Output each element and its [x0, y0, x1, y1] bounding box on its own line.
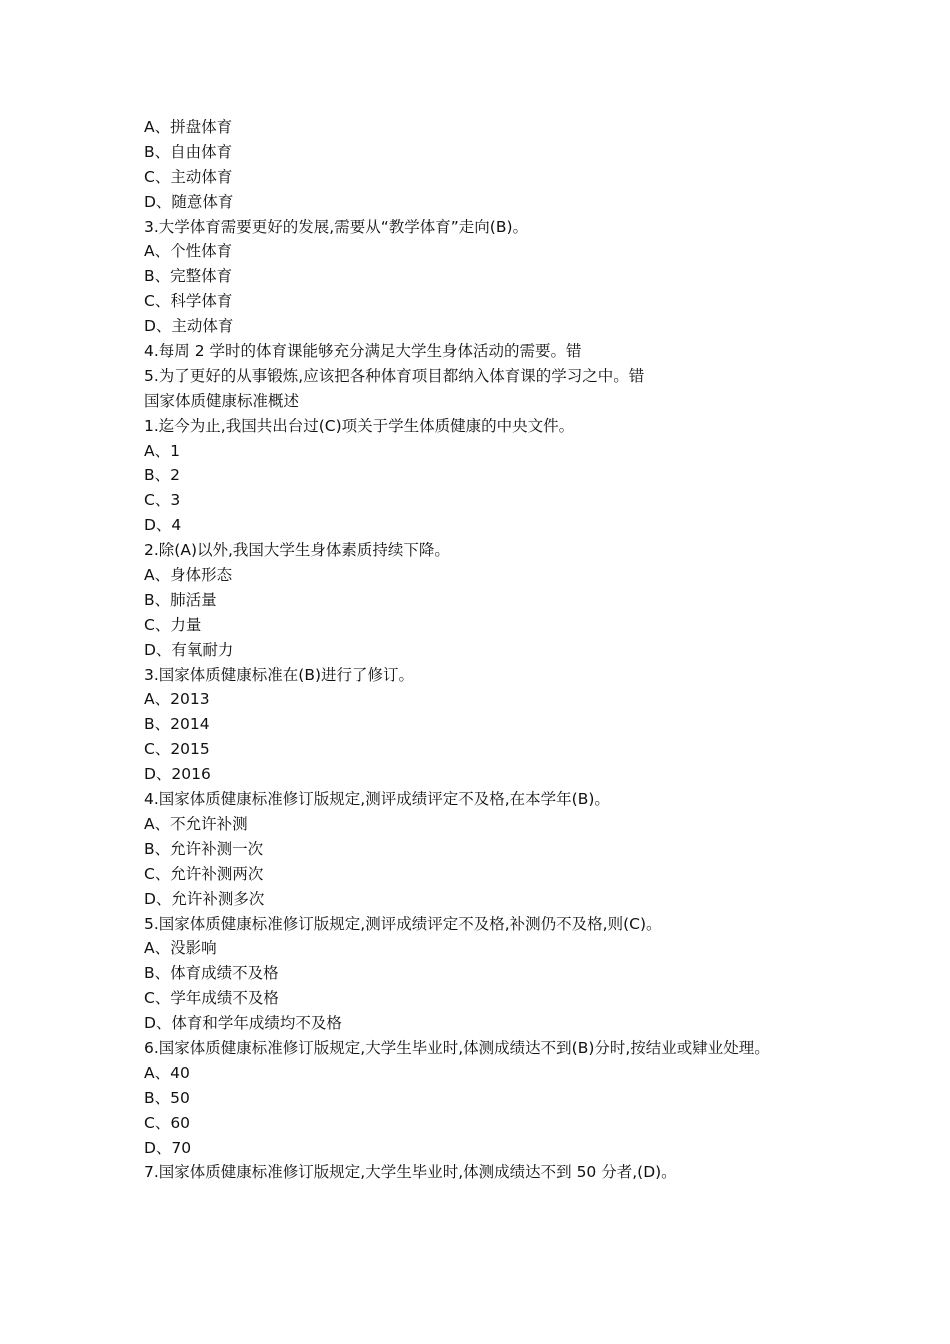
question-line: 4.国家体质健康标准修订版规定,测评成绩评定不及格,在本学年(B)。: [144, 790, 610, 809]
document-body: [144, 115, 816, 1185]
option-line: C、允许补测两次: [144, 864, 264, 883]
option-line: C、主动体育: [144, 167, 233, 186]
question-line: 7.国家体质健康标准修订版规定,大学生毕业时,体测成绩达不到 50 分者,(D)。: [144, 1163, 677, 1182]
option-line: A、40: [144, 1063, 190, 1082]
question-line: 5.国家体质健康标准修订版规定,测评成绩评定不及格,补测仍不及格,则(C)。: [144, 914, 662, 933]
option-line: C、60: [144, 1113, 191, 1132]
question-line: 6.国家体质健康标准修订版规定,大学生毕业时,体测成绩达不到(B)分时,按结业或肄业处理。: [144, 1038, 770, 1057]
option-line: A、不允许补测: [144, 814, 248, 833]
option-line: B、肺活量: [144, 590, 217, 609]
option-line: A、没影响: [144, 939, 217, 958]
option-line: C、3: [144, 491, 181, 510]
option-line: A、个性体育: [144, 242, 233, 261]
option-line: C、科学体育: [144, 292, 233, 311]
option-line: D、体育和学年成绩均不及格: [144, 1014, 342, 1033]
question-line: 5.为了更好的从事锻炼,应该把各种体育项目都纳入体育课的学习之中。错: [144, 366, 645, 385]
option-line: D、随意体育: [144, 192, 234, 211]
question-line: 2.除(A)以外,我国大学生身体素质持续下降。: [144, 541, 450, 560]
question-line: 4.每周 2 学时的体育课能够充分满足大学生身体活动的需要。错: [144, 342, 582, 361]
option-line: D、有氧耐力: [144, 640, 234, 659]
question-line: 1.迄今为止,我国共出台过(C)项关于学生体质健康的中央文件。: [144, 416, 575, 435]
option-line: D、主动体育: [144, 317, 234, 336]
option-line: B、允许补测一次: [144, 839, 264, 858]
option-line: B、完整体育: [144, 267, 233, 286]
option-line: D、70: [144, 1138, 192, 1157]
option-line: A、1: [144, 441, 180, 460]
option-line: D、2016: [144, 765, 211, 784]
option-line: B、2014: [144, 715, 210, 734]
option-line: A、2013: [144, 690, 210, 709]
question-line: 3.大学体育需要更好的发展,需要从“教学体育”走向(B)。: [144, 217, 529, 236]
option-line: D、4: [144, 516, 182, 535]
option-line: C、力量: [144, 615, 202, 634]
option-line: B、体育成绩不及格: [144, 964, 279, 983]
option-line: A、拼盘体育: [144, 118, 233, 136]
option-line: D、允许补测多次: [144, 889, 265, 908]
question-line: 3.国家体质健康标准在(B)进行了修订。: [144, 665, 415, 684]
section-heading: 国家体质健康标准概述: [144, 391, 300, 410]
option-line: C、学年成绩不及格: [144, 989, 279, 1008]
option-line: B、50: [144, 1088, 190, 1107]
option-line: B、自由体育: [144, 142, 233, 161]
option-line: B、2: [144, 466, 180, 485]
option-line: A、身体形态: [144, 566, 233, 585]
option-line: C、2015: [144, 740, 210, 759]
